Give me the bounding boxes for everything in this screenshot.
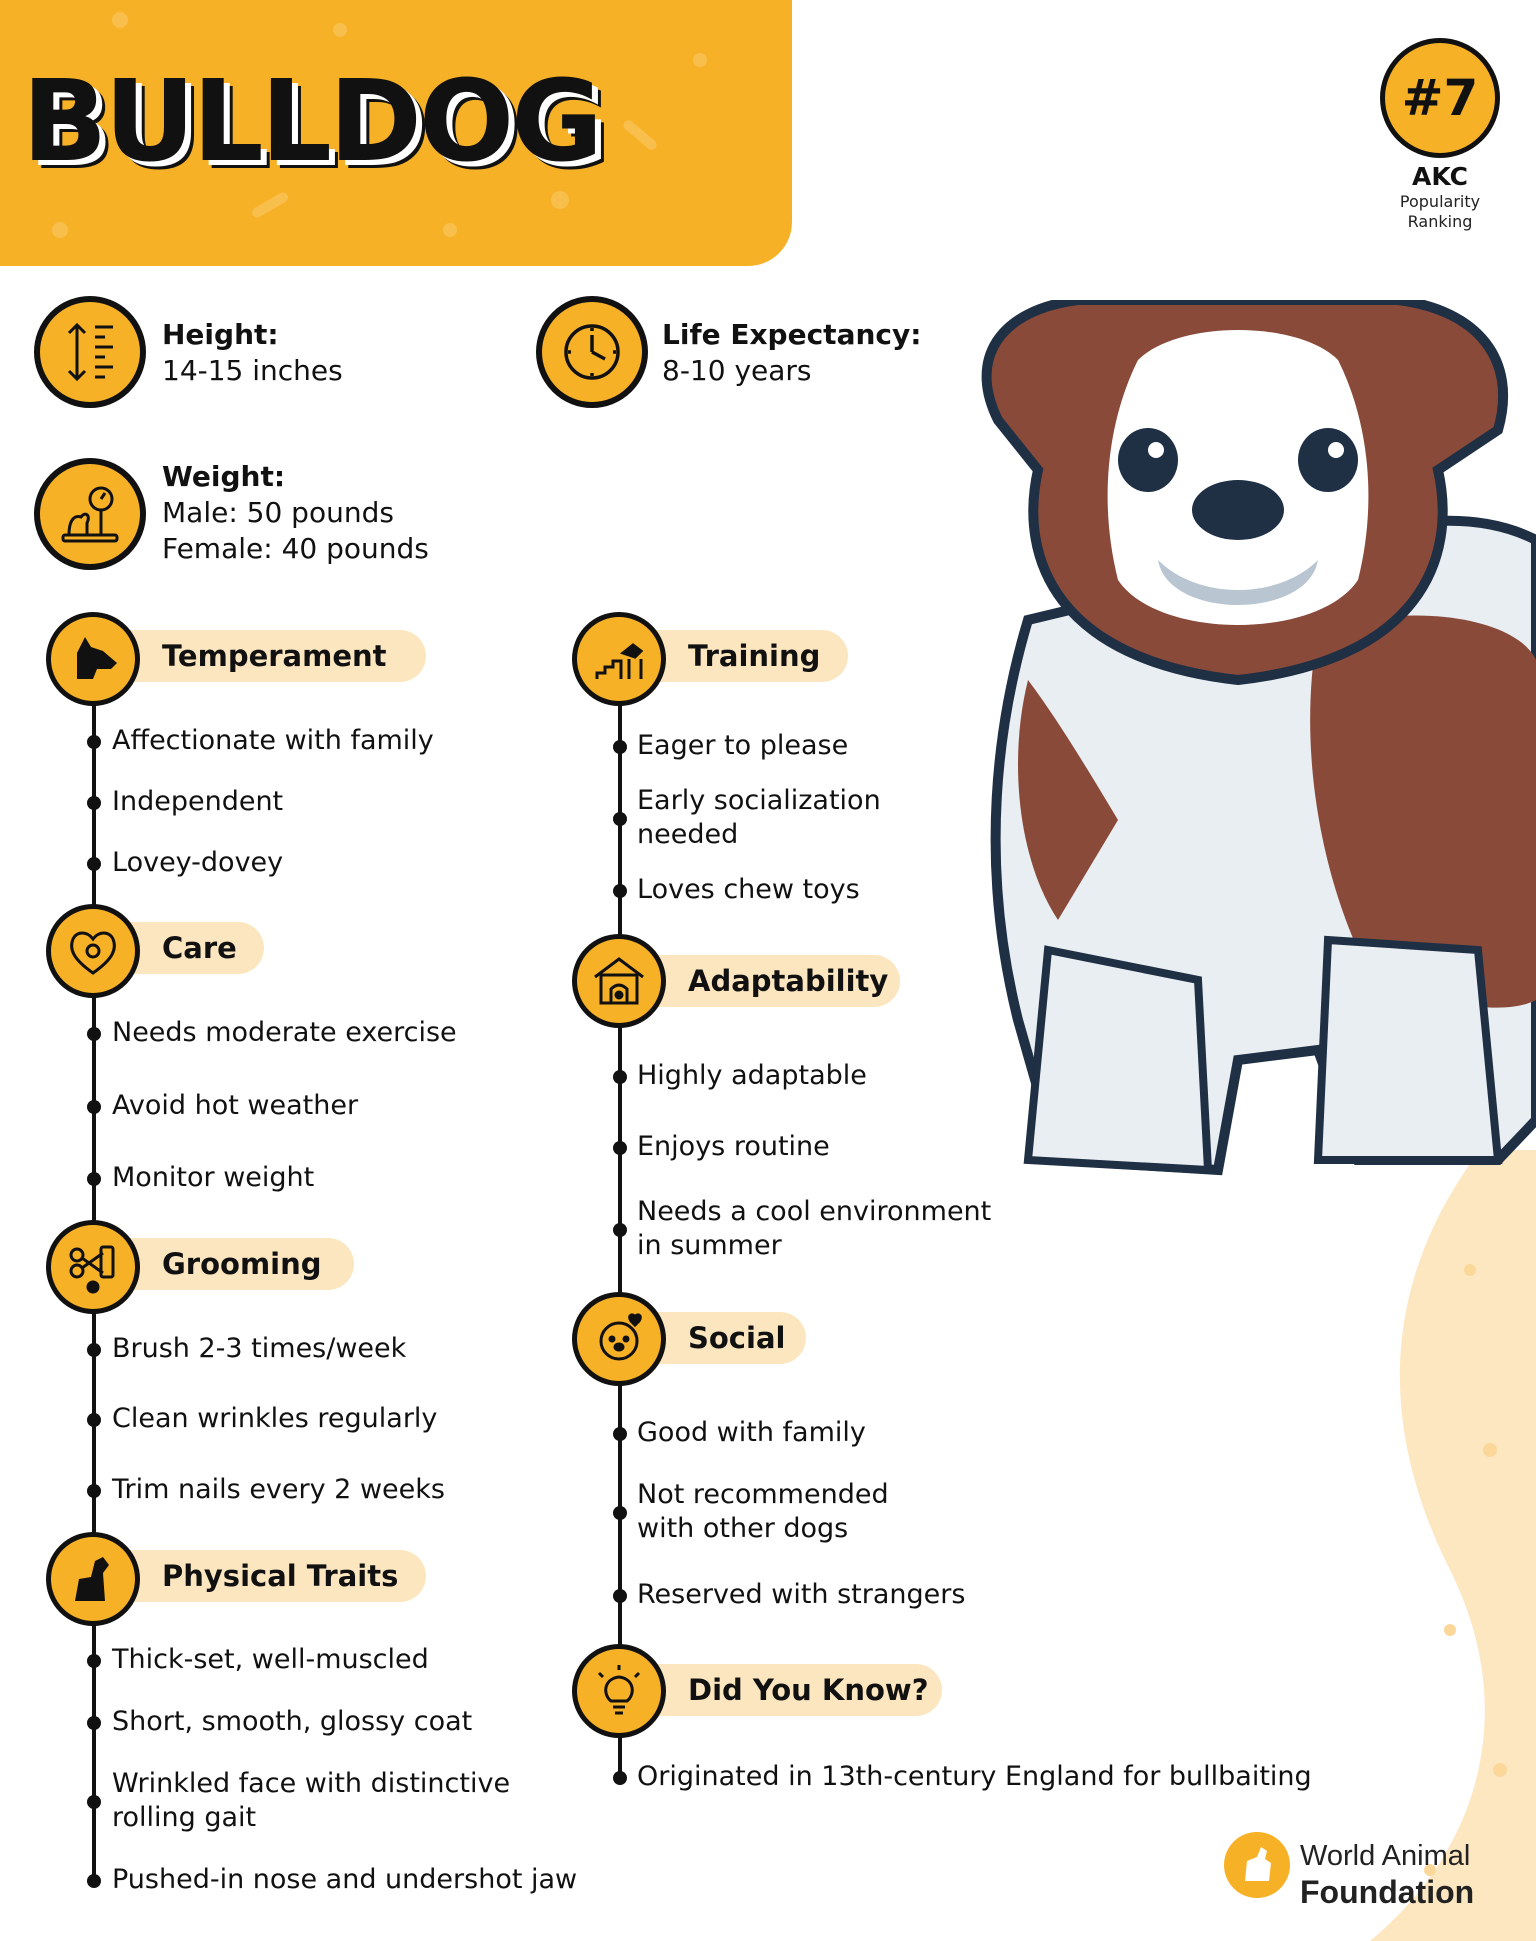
adaptability-item: Highly adaptable bbox=[637, 1060, 867, 1091]
care-item: Needs moderate exercise bbox=[112, 1017, 457, 1048]
care-item: Monitor weight bbox=[112, 1162, 315, 1193]
page-title: BULLDOG bbox=[22, 57, 601, 187]
adaptability-heading: Adaptability bbox=[644, 955, 900, 1007]
weight-male: Male: 50 pounds bbox=[162, 496, 394, 529]
grooming-item: Brush 2-3 times/week bbox=[112, 1333, 407, 1364]
physical-item: Thick-set, well-muscled bbox=[112, 1644, 429, 1675]
dog-house-icon bbox=[572, 934, 666, 1028]
training-item: Early socialization needed bbox=[637, 785, 881, 850]
rank-label-line2: Ranking bbox=[1407, 212, 1473, 231]
temperament-item: Independent bbox=[112, 786, 284, 817]
list-bullet bbox=[613, 740, 627, 754]
social-item: Good with family bbox=[637, 1417, 866, 1448]
adaptability-item: Enjoys routine bbox=[637, 1131, 830, 1162]
life-expectancy-label: Life Expectancy: bbox=[662, 318, 922, 351]
temperament-item: Lovey-dovey bbox=[112, 847, 284, 878]
world-animal-foundation-logo-icon bbox=[1224, 1832, 1290, 1898]
list-bullet bbox=[613, 884, 627, 898]
training-item: Loves chew toys bbox=[637, 874, 860, 905]
height-value: 14-15 inches bbox=[162, 354, 343, 387]
social-item: Not recommended with other dogs bbox=[637, 1479, 889, 1544]
weight-female: Female: 40 pounds bbox=[162, 532, 429, 565]
training-item: Eager to please bbox=[637, 730, 849, 761]
list-bullet bbox=[613, 1141, 627, 1155]
logo-text-line1: World Animal bbox=[1300, 1840, 1471, 1872]
list-bullet bbox=[613, 812, 627, 826]
list-bullet bbox=[87, 1343, 101, 1357]
list-bullet bbox=[87, 1716, 101, 1730]
list-bullet bbox=[613, 1223, 627, 1237]
scissors-comb-icon bbox=[46, 1220, 140, 1314]
weight-scale-icon bbox=[34, 458, 146, 570]
timeline-right bbox=[618, 660, 622, 1780]
list-bullet bbox=[87, 735, 101, 749]
height-label: Height: bbox=[162, 318, 279, 351]
decorative-path bbox=[1330, 1150, 1536, 1941]
dog-head-icon bbox=[46, 612, 140, 706]
list-bullet bbox=[87, 857, 101, 871]
adaptability-item: Needs a cool environment in summer bbox=[637, 1196, 992, 1261]
list-bullet bbox=[87, 1484, 101, 1498]
list-bullet bbox=[87, 1413, 101, 1427]
list-bullet bbox=[87, 1874, 101, 1888]
list-bullet bbox=[87, 1172, 101, 1186]
heart-paw-icon bbox=[46, 904, 140, 998]
care-item: Avoid hot weather bbox=[112, 1090, 359, 1121]
list-bullet bbox=[613, 1506, 627, 1520]
list-bullet bbox=[87, 1027, 101, 1041]
weight-label: Weight: bbox=[162, 460, 286, 493]
social-item: Reserved with strangers bbox=[637, 1579, 966, 1610]
physical-item: Short, smooth, glossy coat bbox=[112, 1706, 473, 1737]
did-you-know-heading: Did You Know? bbox=[644, 1664, 942, 1716]
list-bullet bbox=[87, 1100, 101, 1114]
list-bullet bbox=[87, 796, 101, 810]
list-bullet bbox=[613, 1589, 627, 1603]
list-bullet bbox=[613, 1771, 627, 1785]
temperament-heading: Temperament bbox=[118, 630, 426, 682]
list-bullet bbox=[87, 1654, 101, 1668]
height-ruler-icon bbox=[34, 296, 146, 408]
light-bulb-icon bbox=[572, 1644, 666, 1738]
agility-dog-icon bbox=[572, 612, 666, 706]
social-heading: Social bbox=[644, 1312, 806, 1364]
training-heading: Training bbox=[644, 630, 848, 682]
did-you-know-item: Originated in 13th-century England for bullbaiting bbox=[637, 1761, 1312, 1792]
physical-traits-heading: Physical Traits bbox=[118, 1550, 426, 1602]
grooming-item: Trim nails every 2 weeks bbox=[112, 1474, 445, 1505]
list-bullet bbox=[613, 1427, 627, 1441]
sitting-dog-icon bbox=[46, 1532, 140, 1626]
list-bullet bbox=[613, 1070, 627, 1084]
list-bullet bbox=[87, 1795, 101, 1809]
dog-face-heart-icon bbox=[572, 1292, 666, 1386]
care-heading: Care bbox=[118, 922, 264, 974]
temperament-item: Affectionate with family bbox=[112, 725, 434, 756]
grooming-heading: Grooming bbox=[118, 1238, 354, 1290]
rank-label-line1: Popularity bbox=[1399, 192, 1481, 211]
clock-icon bbox=[536, 296, 648, 408]
physical-item: Pushed-in nose and undershot jaw bbox=[112, 1864, 578, 1895]
rank-badge: #7 bbox=[1380, 38, 1500, 158]
rank-org: AKC bbox=[1412, 162, 1468, 191]
logo-text-line2: Foundation bbox=[1300, 1874, 1475, 1910]
grooming-item: Clean wrinkles regularly bbox=[112, 1403, 438, 1434]
physical-item: Wrinkled face with distinctive rolling gait bbox=[112, 1768, 511, 1833]
life-expectancy-value: 8-10 years bbox=[662, 354, 812, 387]
bulldog-illustration bbox=[938, 300, 1536, 1200]
